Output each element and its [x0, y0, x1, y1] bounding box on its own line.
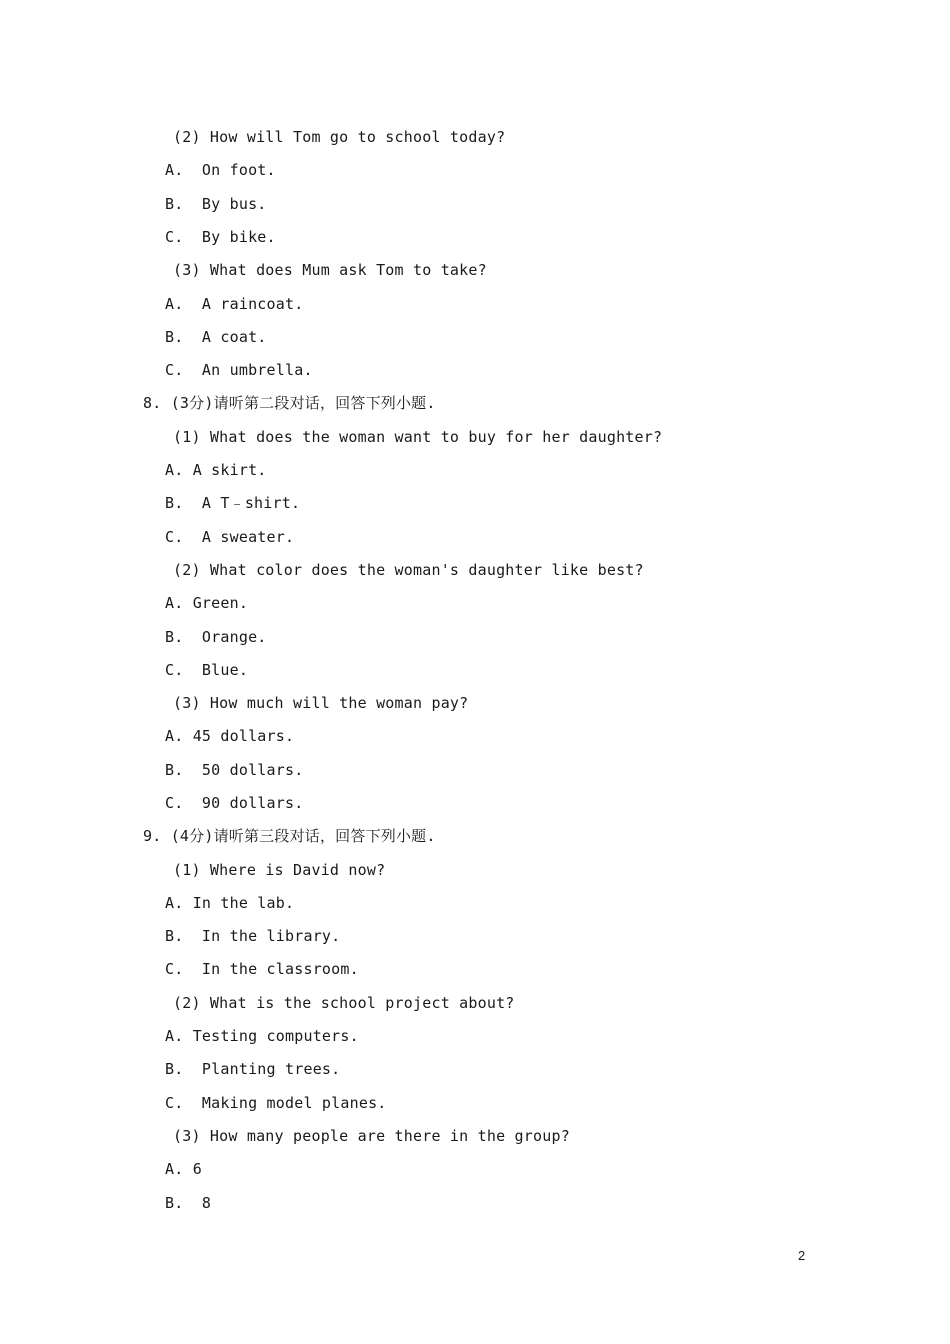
answer-option: B. In the library. — [165, 927, 341, 945]
answer-option: A. 45 dollars. — [165, 727, 295, 745]
answer-option: A. A raincoat. — [165, 295, 304, 313]
question-text: (3) How many people are there in the group? — [173, 1127, 570, 1145]
answer-option: B. A T﹣shirt. — [165, 494, 301, 512]
page-number: 2 — [798, 1248, 806, 1263]
answer-option: C. A sweater. — [165, 528, 295, 546]
answer-option: B. Orange. — [165, 628, 267, 646]
answer-option: A. 6 — [165, 1160, 202, 1178]
question-text: (1) Where is David now? — [173, 861, 386, 879]
question-text: (2) What color does the woman's daughter like best? — [173, 561, 644, 579]
answer-option: B. By bus. — [165, 195, 267, 213]
answer-option: B. A coat. — [165, 328, 267, 346]
section-heading: 8. (3分)请听第二段对话，回答下列小题. — [143, 394, 436, 412]
answer-option: C. By bike. — [165, 228, 276, 246]
answer-option: A. Testing computers. — [165, 1027, 359, 1045]
answer-option: C. Blue. — [165, 661, 249, 679]
answer-option: A. A skirt. — [165, 461, 267, 479]
question-text: (3) How much will the woman pay? — [173, 694, 469, 712]
answer-option: A. On foot. — [165, 161, 276, 179]
answer-option: B. 8 — [165, 1194, 212, 1212]
question-text: (1) What does the woman want to buy for her daughter? — [173, 428, 663, 446]
answer-option: C. An umbrella. — [165, 361, 313, 379]
answer-option: A. Green. — [165, 594, 249, 612]
question-text: (3) What does Mum ask Tom to take? — [173, 261, 487, 279]
question-text: (2) What is the school project about? — [173, 994, 515, 1012]
answer-option: A. In the lab. — [165, 894, 295, 912]
answer-option: C. In the classroom. — [165, 960, 359, 978]
answer-option: C. 90 dollars. — [165, 794, 304, 812]
section-heading: 9. (4分)请听第三段对话，回答下列小题. — [143, 827, 436, 845]
answer-option: B. 50 dollars. — [165, 761, 304, 779]
answer-option: C. Making model planes. — [165, 1094, 387, 1112]
answer-option: B. Planting trees. — [165, 1060, 341, 1078]
question-text: (2) How will Tom go to school today? — [173, 128, 506, 146]
